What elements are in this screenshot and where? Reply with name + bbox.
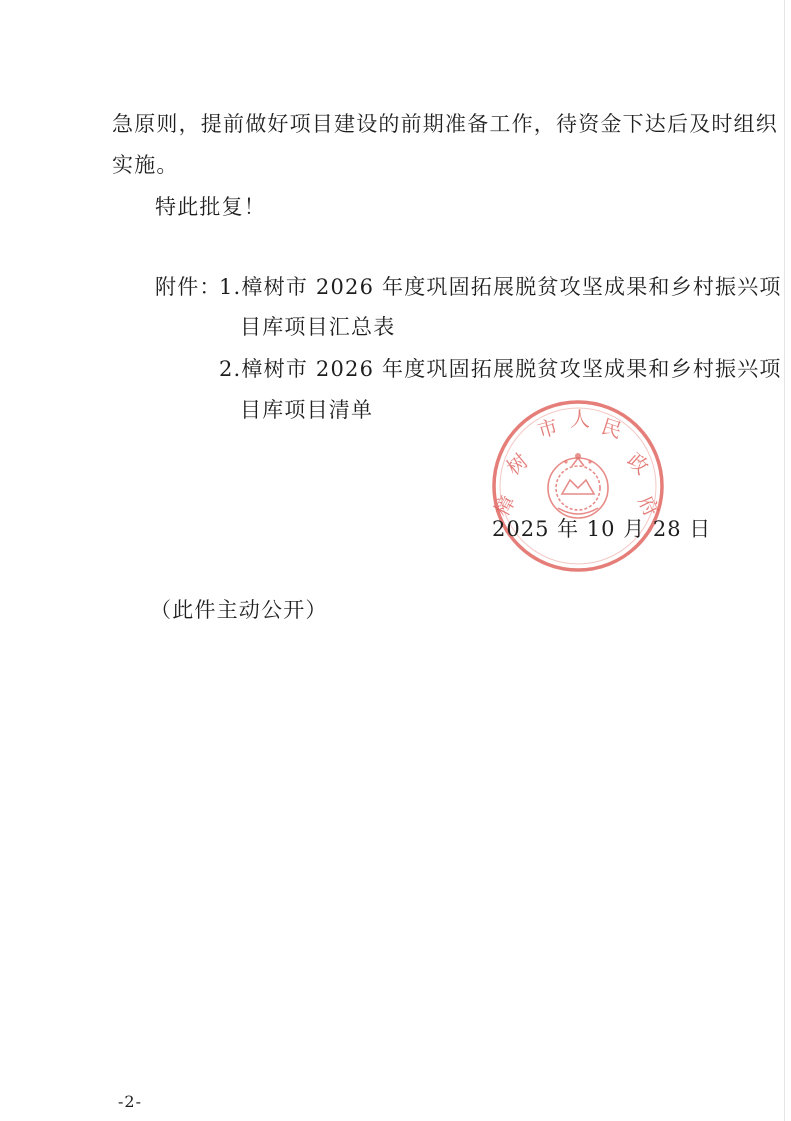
disclosure-note: （此件主动公开）	[150, 598, 328, 622]
svg-text:树: 树	[501, 448, 533, 480]
attachment-label: 附件：	[155, 275, 222, 299]
svg-text:政: 政	[622, 447, 654, 480]
issue-date: 2025 年 10 月 28 日	[492, 517, 712, 541]
body-text-line-1: 急原则，提前做好项目建设的前期准备工作，待资金下达后及时组织	[112, 112, 778, 136]
page-edge-line	[784, 0, 785, 1121]
svg-text:人: 人	[570, 407, 590, 431]
svg-text:樟: 樟	[489, 491, 520, 521]
seal-emblem	[548, 458, 608, 518]
seal-stars	[564, 453, 591, 464]
seal-characters	[489, 407, 664, 520]
svg-text:市: 市	[534, 414, 561, 443]
official-seal	[488, 396, 668, 576]
attachment-1-line-2: 目库项目汇总表	[240, 315, 396, 339]
attachment-1-line-1: 1.樟树市 2026 年度巩固拓展脱贫攻坚成果和乡村振兴项	[219, 275, 782, 299]
attachment-2-line-1: 2.樟树市 2026 年度巩固拓展脱贫攻坚成果和乡村振兴项	[219, 357, 782, 381]
body-text-line-2: 实施。	[112, 153, 179, 177]
attachment-2-line-2: 目库项目清单	[240, 398, 374, 422]
svg-text:民: 民	[598, 413, 625, 443]
closing-text: 特此批复！	[155, 195, 266, 219]
page-number: -2-	[118, 1092, 142, 1111]
svg-text:府: 府	[633, 491, 664, 521]
